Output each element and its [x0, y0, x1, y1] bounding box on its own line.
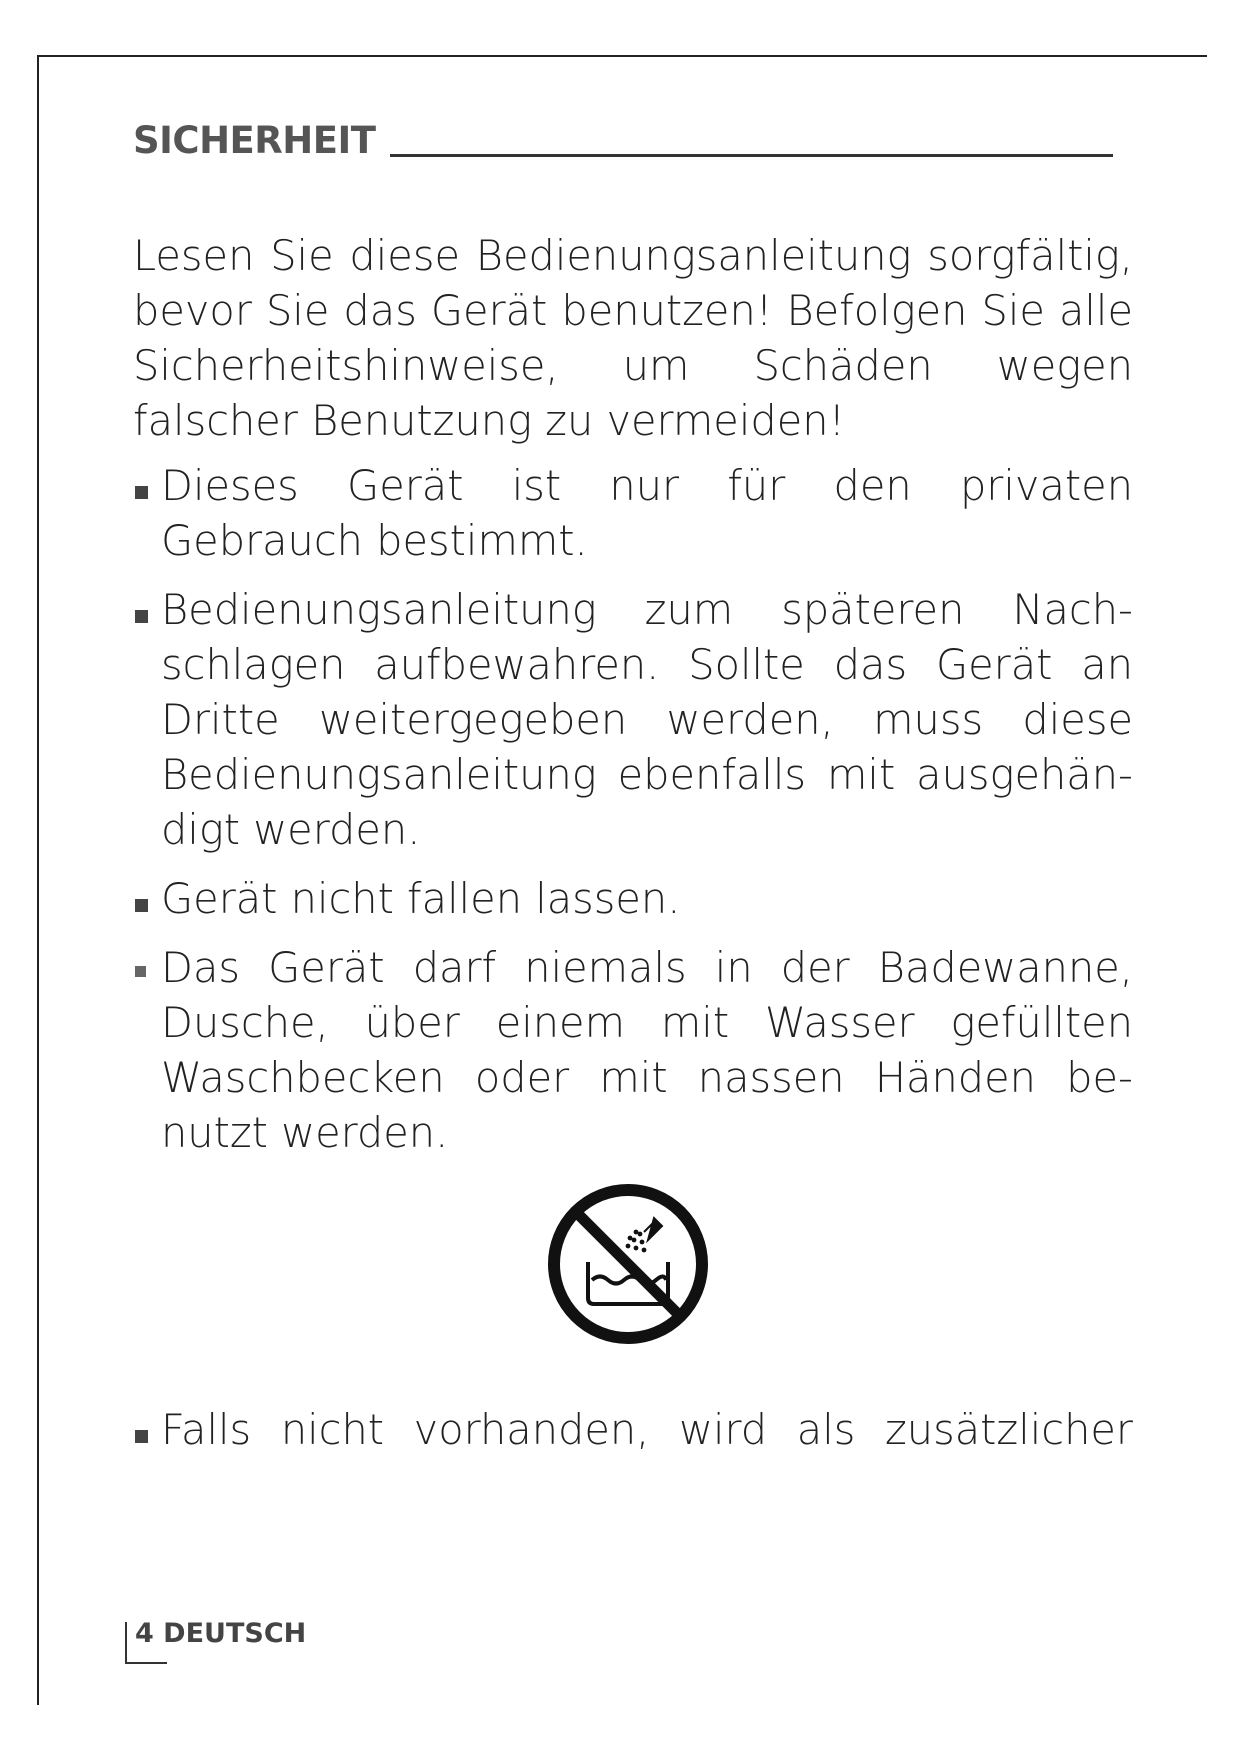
list-item-text: Bedienungsanleitung zum späteren Nachschlagen aufbewahren. Sollte das Gerät an Dritte weitergegeben werden, muss diese Bedienungsanleitung ebenfalls mit ausgehändigt werden.	[161, 585, 1133, 854]
list-item-text: Das Gerät darf niemals in der Badewanne, Dusche, über einem mit Wasser gefüllten Waschbecken oder mit nassen Händen benutzt werden.	[161, 943, 1133, 1157]
page-frame-left	[37, 55, 39, 1705]
intro-paragraph: Lesen Sie diese Bedienungsanleitung sorgfältig, bevor Sie das Gerät benutzen! Befolgen Sie alle Sicherheitshinweise, um Schäden wegen falscher Benutzung zu vermeiden!	[133, 231, 1133, 445]
list-item-text: Gerät nicht fallen lassen.	[161, 874, 681, 923]
section-title: SICHERHEIT	[133, 119, 376, 162]
bullet-square-icon	[135, 610, 148, 623]
bullet-square-icon	[135, 966, 146, 977]
footer-bracket	[125, 1622, 167, 1664]
page-footer	[125, 1620, 306, 1647]
safety-list	[133, 458, 1133, 1160]
page-frame-top	[37, 55, 1207, 57]
warning-icon-container	[133, 1180, 1133, 1348]
list-item	[133, 1402, 1133, 1457]
list-item	[133, 582, 1133, 857]
bullet-square-icon	[135, 1430, 148, 1443]
safety-content	[133, 228, 1133, 1471]
list-item	[133, 458, 1133, 568]
section-header	[133, 119, 1113, 162]
safety-list-continued	[133, 1402, 1133, 1457]
title-rule	[390, 154, 1113, 157]
no-bathtub-shower-icon	[544, 1180, 712, 1348]
page-number-label: 4 DEUTSCH	[135, 1618, 307, 1649]
bullet-square-icon	[135, 899, 148, 912]
list-item	[133, 940, 1133, 1160]
list-item-text: Dieses Gerät ist nur für den privaten Gebrauch bestimmt.	[161, 461, 1133, 565]
bullet-square-icon	[135, 486, 148, 499]
list-item	[133, 871, 1133, 926]
list-item-text: Falls nicht vorhanden, wird als zusätzlicher	[161, 1405, 1133, 1454]
